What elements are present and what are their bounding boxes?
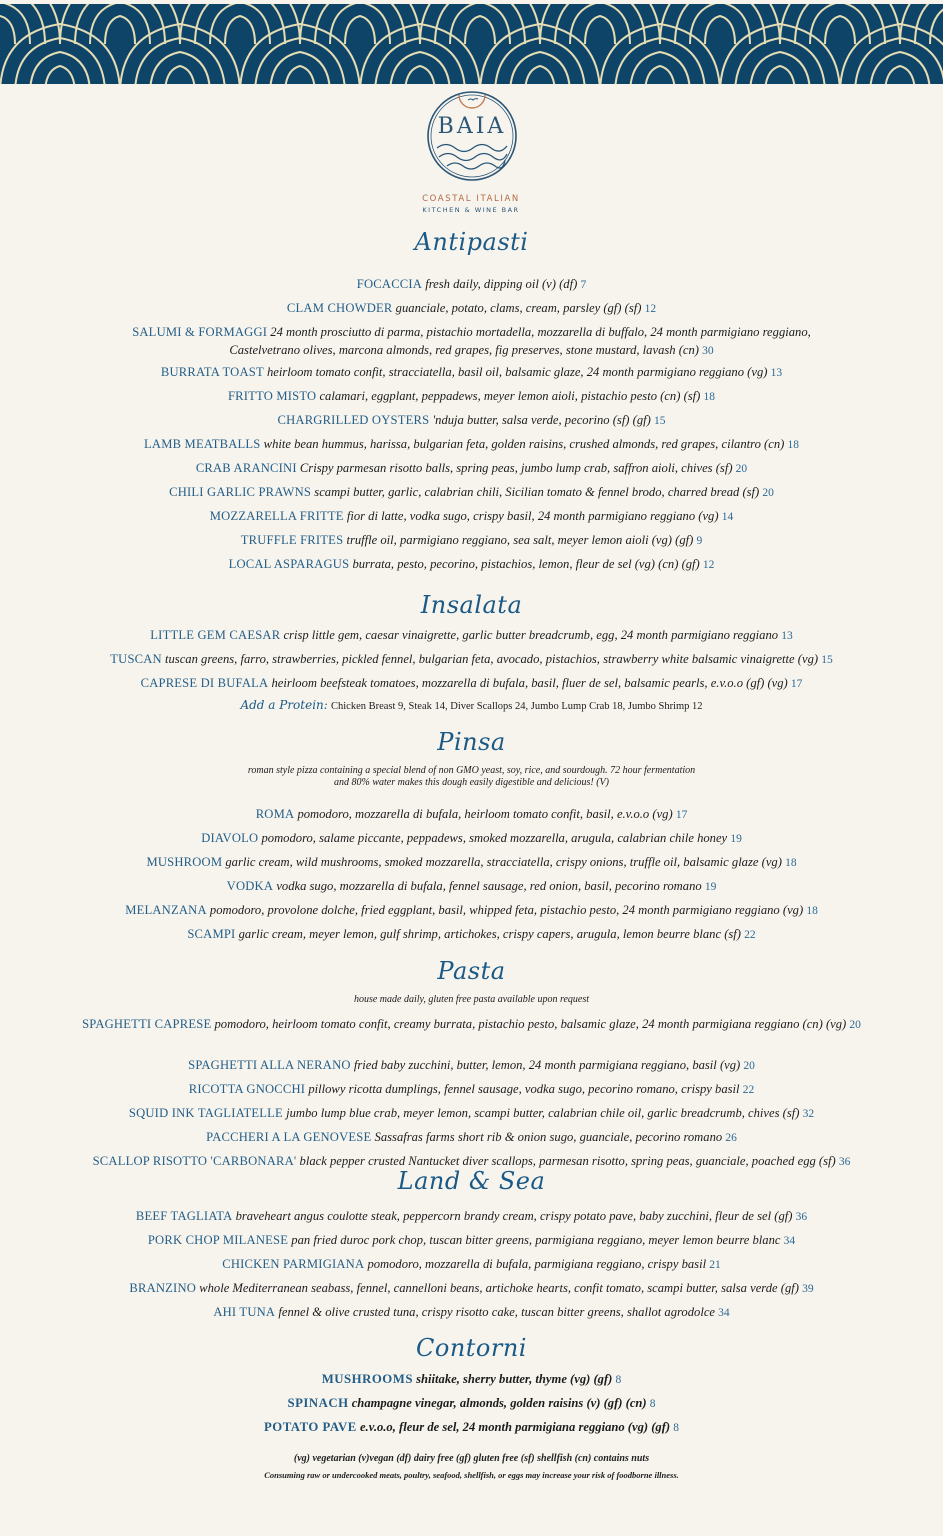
menu-item: SCALLOP RISOTTO 'CARBONARA' black pepper crusted Nantucket diver scallops, parmesan risotto, spring peas, guanciale, poached egg (sf) 36 <box>92 1154 851 1168</box>
menu-item: SALUMI & FORMAGGI 24 month prosciutto di parma, pistachio mortadella, mozzarella di buffalo, 24 month parmigiano reggiano, <box>132 325 811 339</box>
tagline-line1: COASTAL ITALIAN <box>422 194 520 204</box>
menu-item: BEEF TAGLIATA braveheart angus coulotte steak, peppercorn brandy cream, crispy potato pave, baby zucchini, fleur de sel (gf) 36 <box>135 1209 808 1223</box>
section-title-antipasti: Antipasti <box>414 228 529 256</box>
menu-item: MOZZARELLA FRITTE fior di latte, vodka sugo, crispy basil, 24 month parmigiano reggiano (vg) 14 <box>209 509 734 523</box>
menu-item: CRAB ARANCINI Crispy parmesan risotto balls, spring peas, jumbo lump crab, saffron aioli, chives (sf) 20 <box>195 461 748 475</box>
menu-item: BURRATA TOAST heirloom tomato confit, stracciatella, basil oil, balsamic glaze, 24 month parmigiano reggiano (vg) 13 <box>160 365 783 379</box>
menu-item: FOCACCIA fresh daily, dipping oil (v) (df) 7 <box>356 277 587 291</box>
menu-item: CHICKEN PARMIGIANA pomodoro, mozzarella di bufala, parmigiana reggiano, crispy basil 21 <box>222 1257 721 1271</box>
pinsa-note-line1: roman style pizza containing a special blend of non GMO yeast, soy, rice, and sourdough. 72 hour fermentation <box>247 765 696 776</box>
food-safety-warning: Consuming raw or undercooked meats, poultry, seafood, shellfish, or eggs may increase your risk of foodborne illness. <box>264 1470 679 1480</box>
section-title-contorni: Contorni <box>416 1334 527 1362</box>
tagline-line2: KITCHEN & WINE BAR <box>422 206 520 214</box>
menu-item: PACCHERI A LA GENOVESE Sassafras farms short rib & onion sugo, guanciale, pecorino romano 26 <box>206 1130 737 1144</box>
menu-item: MELANZANA pomodoro, provolone dolche, fried eggplant, basil, whipped feta, pistachio pesto, 24 month parmigiano reggiano (vg) 18 <box>125 903 818 917</box>
menu-item: SPINACH champagne vinegar, almonds, golden raisins (v) (gf) (cn) 8 <box>287 1396 656 1410</box>
scallop-pattern-icon <box>0 4 943 84</box>
menu-item: LOCAL ASPARAGUS burrata, pesto, pecorino, pistachios, lemon, fleur de sel (vg) (cn) (gf) 12 <box>228 557 715 571</box>
menu-item: TRUFFLE FRITES truffle oil, parmigiano reggiano, sea salt, meyer lemon aioli (vg) (gf) 9 <box>240 533 703 547</box>
menu-item: CHARGRILLED OYSTERS 'nduja butter, salsa verde, pecorino (sf) (gf) 15 <box>277 413 666 427</box>
brand-name: BAIA <box>437 114 507 139</box>
menu-item: ROMA pomodoro, mozzarella di bufala, heirloom tomato confit, basil, e.v.o.o (vg) 17 <box>255 807 688 821</box>
section-title-pasta: Pasta <box>437 957 506 985</box>
dietary-legend: (vg) vegetarian (v)vegan (df) dairy free (gf) gluten free (sf) shellfish (cn) contains nuts <box>293 1453 650 1464</box>
add-protein-line: Add a Protein: Chicken Breast 9, Steak 14, Diver Scallops 24, Jumbo Lump Crab 18, Jumbo Shrimp 12 <box>240 698 703 712</box>
menu-item: POTATO PAVE e.v.o.o, fleur de sel, 24 month parmigiana reggiano (vg) (gf) 8 <box>263 1420 680 1434</box>
menu-item: CLAM CHOWDER guanciale, potato, clams, cream, parsley (gf) (sf) 12 <box>286 301 657 315</box>
menu-item: CHILI GARLIC PRAWNS scampi butter, garlic, calabrian chili, Sicilian tomato & fennel brodo, charred bread (sf) 20 <box>169 485 774 499</box>
logo-circle-icon <box>421 86 523 196</box>
menu-item-continued: Castelvetrano olives, marcona almonds, red grapes, fig preserves, stone mustard, lavash (cn) 30 <box>229 343 714 357</box>
menu-item: DIAVOLO pomodoro, salame piccante, peppadews, smoked mozzarella, arugula, calabrian chile honey 19 <box>201 831 742 845</box>
section-title-land-sea: Land & Sea <box>397 1167 546 1195</box>
menu-item: AHI TUNA fennel & olive crusted tuna, crispy risotto cake, tuscan bitter greens, shallot agrodolce 34 <box>213 1305 730 1319</box>
menu-item: TUSCAN tuscan greens, farro, strawberries, pickled fennel, bulgarian feta, avocado, pistachios, strawberry white balsamic vinaigrette (vg) 15 <box>110 652 833 666</box>
menu-item: SPAGHETTI ALLA NERANO fried baby zucchini, butter, lemon, 24 month parmigiana reggiano, basil (vg) 20 <box>188 1058 755 1072</box>
menu-item: PORK CHOP MILANESE pan fried duroc pork chop, tuscan bitter greens, parmigiana reggiano, meyer lemon beurre blanc 34 <box>147 1233 796 1247</box>
menu-item: LITTLE GEM CAESAR crisp little gem, caesar vinaigrette, garlic butter breadcrumb, egg, 24 month parmigiano reggiano 13 <box>150 628 793 642</box>
menu-item: SPAGHETTI CAPRESE pomodoro, heirloom tomato confit, creamy burrata, pistachio pesto, balsamic glaze, 24 month parmigiana reggiano (cn) (vg) 20 <box>82 1017 861 1031</box>
pasta-note: house made daily, gluten free pasta available upon request <box>353 994 590 1005</box>
menu-item: VODKA vodka sugo, mozzarella di bufala, fennel sausage, red onion, basil, pecorino romano 19 <box>226 879 717 893</box>
section-title-pinsa: Pinsa <box>437 728 506 756</box>
menu-item: FRITTO MISTO calamari, eggplant, peppadews, meyer lemon aioli, pistachio pesto (cn) (sf) 18 <box>227 389 716 403</box>
menu-item: CAPRESE DI BUFALA heirloom beefsteak tomatoes, mozzarella di bufala, basil, fluer de sel, balsamic pearls, e.v.o.o (gf) (vg) 17 <box>140 676 803 690</box>
menu-item: SCAMPI garlic cream, meyer lemon, gulf shrimp, artichokes, crispy capers, arugula, lemon beurre blanc (sf) 22 <box>187 927 756 941</box>
menu-item: SQUID INK TAGLIATELLE jumbo lump blue crab, meyer lemon, scampi butter, calabrian chile oil, garlic breadcrumb, chives (sf) 32 <box>128 1106 815 1120</box>
menu-item: LAMB MEATBALLS white bean hummus, harissa, bulgarian feta, golden raisins, crushed almonds, red grapes, cilantro (cn) 18 <box>144 437 799 451</box>
wave-pattern-banner <box>0 4 943 84</box>
menu-item: MUSHROOM garlic cream, wild mushrooms, smoked mozzarella, stracciatella, crispy onions, truffle oil, balsamic glaze (vg) 18 <box>146 855 797 869</box>
menu-item: MUSHROOMS shiitake, sherry butter, thyme (vg) (gf) 8 <box>321 1372 622 1386</box>
section-title-insalata: Insalata <box>420 591 523 619</box>
pinsa-note-line2: and 80% water makes this dough easily digestible and delicious! (V) <box>334 777 609 788</box>
menu-item: BRANZINO whole Mediterranean seabass, fennel, cannelloni beans, artichoke hearts, confit tomato, scampi butter, salsa verde (gf) 39 <box>129 1281 814 1295</box>
menu-item: RICOTTA GNOCCHI pillowy ricotta dumplings, fennel sausage, vodka sugo, pecorino romano, crispy basil 22 <box>188 1082 755 1096</box>
